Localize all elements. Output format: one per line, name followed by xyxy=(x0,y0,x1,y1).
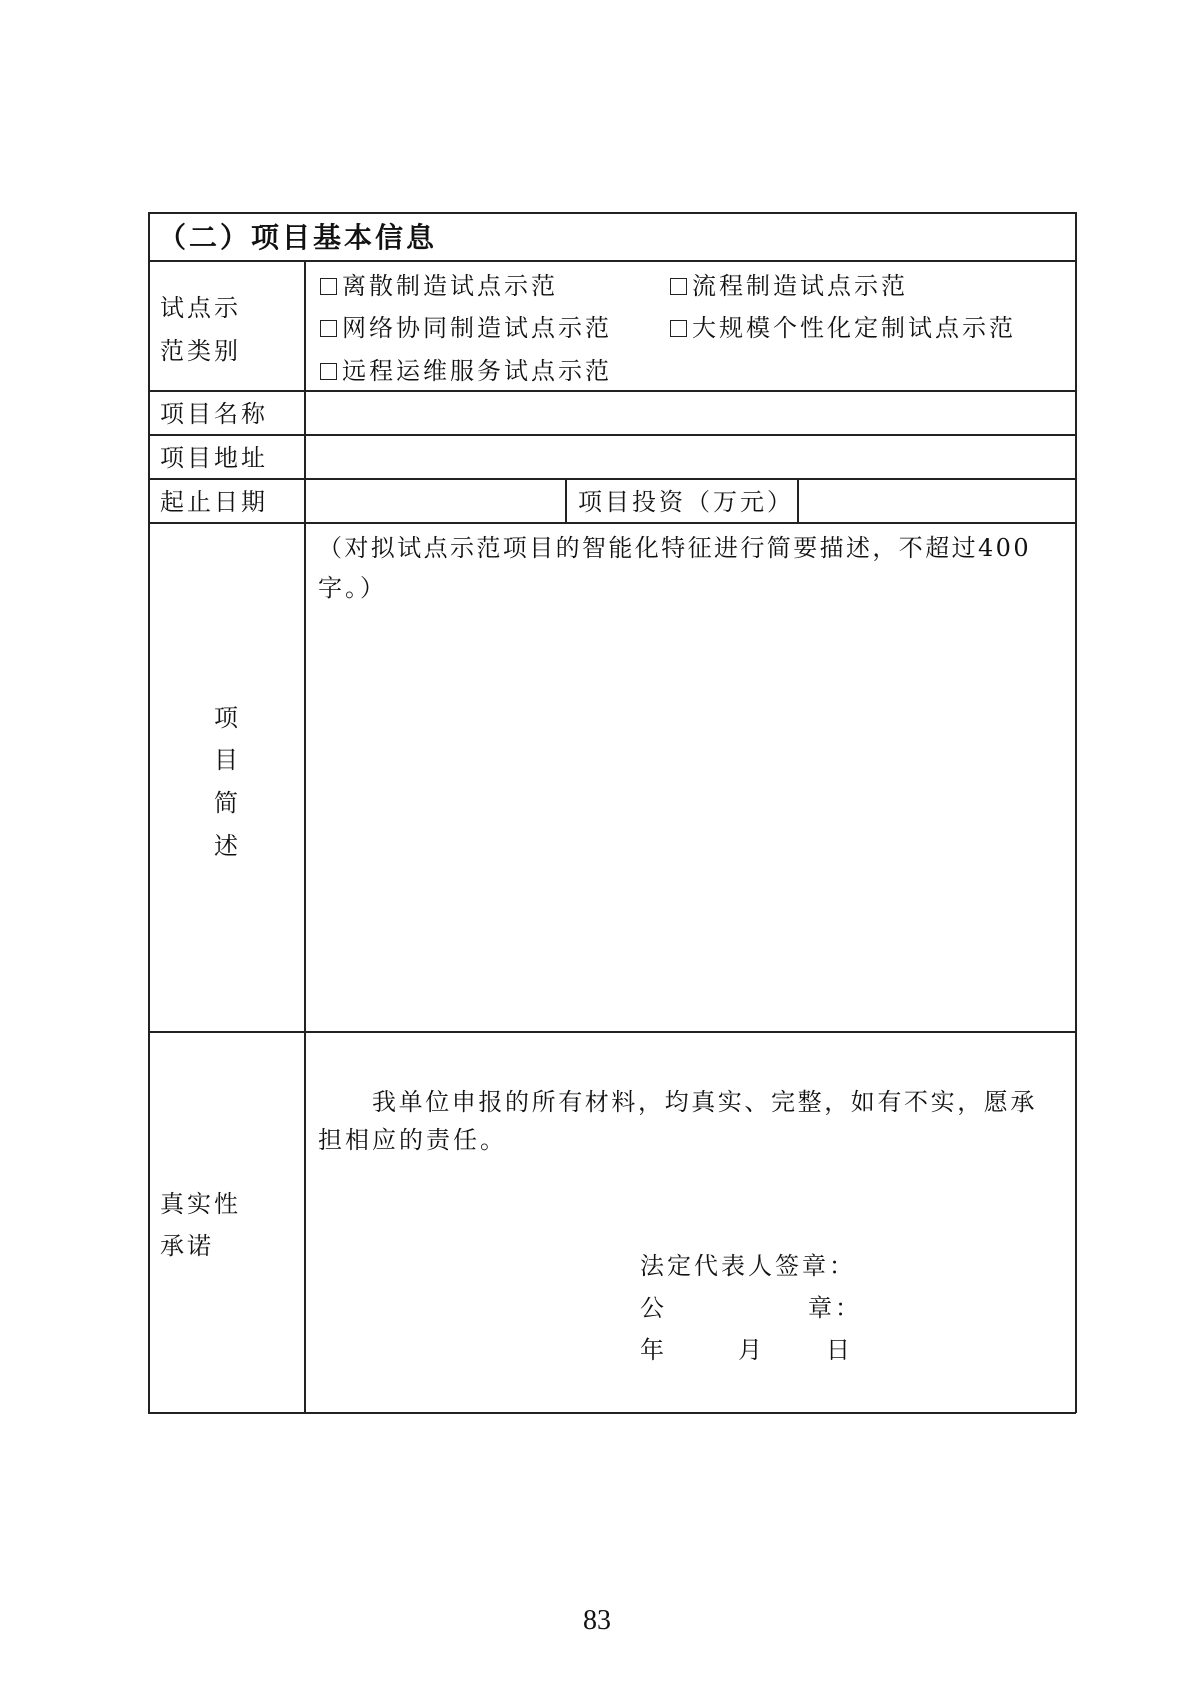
row-divider xyxy=(148,522,1076,524)
checkbox-icon[interactable] xyxy=(320,278,337,295)
dates-field[interactable] xyxy=(306,480,564,521)
commitment-label-line2: 承诺 xyxy=(160,1232,214,1260)
table-border-top xyxy=(148,212,1076,214)
option-label: 远程运维服务试点示范 xyxy=(342,357,612,385)
table-border-left xyxy=(148,212,150,1413)
table-border-bottom xyxy=(148,1412,1076,1414)
signature-field[interactable] xyxy=(860,1248,1060,1282)
option-network-collaborative-manufacturing[interactable] xyxy=(320,314,612,342)
commitment-text-line2: 担相应的责任。 xyxy=(318,1126,507,1154)
checkbox-icon[interactable] xyxy=(670,278,687,295)
project-address-label: 项目地址 xyxy=(160,444,268,472)
seal-char2: 章： xyxy=(808,1294,862,1322)
summary-label-char: 述 xyxy=(214,832,238,860)
project-name-field[interactable] xyxy=(306,392,1074,433)
date-month: 月 xyxy=(738,1336,765,1364)
investment-label: 项目投资（万元） xyxy=(578,488,794,516)
summary-label-char: 目 xyxy=(214,746,238,774)
pilot-type-label-line1: 试点示 xyxy=(160,294,241,322)
option-process-manufacturing[interactable] xyxy=(670,272,908,300)
option-discrete-manufacturing[interactable] xyxy=(320,272,558,300)
checkbox-icon[interactable] xyxy=(320,363,337,380)
checkbox-icon[interactable] xyxy=(670,320,687,337)
summary-hint-line1: （对拟试点示范项目的智能化特征进行简要描述，不超过400 xyxy=(318,534,1032,562)
table-border-right xyxy=(1075,212,1077,1413)
cell-divider xyxy=(565,478,567,523)
date-year: 年 xyxy=(640,1336,667,1364)
investment-field[interactable] xyxy=(799,480,1074,521)
row-divider xyxy=(148,1031,1076,1033)
option-label: 大规模个性化定制试点示范 xyxy=(692,314,1016,342)
commitment-label-line1: 真实性 xyxy=(160,1190,241,1218)
option-label: 流程制造试点示范 xyxy=(692,272,908,300)
summary-label-char: 简 xyxy=(214,789,238,817)
row-divider xyxy=(148,260,1076,262)
page-number: 83 xyxy=(583,1605,611,1636)
summary-label-char: 项 xyxy=(214,704,238,732)
seal-char1: 公 xyxy=(640,1294,667,1322)
option-label: 网络协同制造试点示范 xyxy=(342,314,612,342)
section-title: （二）项目基本信息 xyxy=(158,221,438,254)
option-mass-customization[interactable] xyxy=(670,314,1016,342)
summary-hint-line2: 字。） xyxy=(318,574,387,602)
commitment-text-line1: 我单位申报的所有材料，均真实、完整，如有不实，愿承 xyxy=(372,1088,1037,1116)
project-address-field[interactable] xyxy=(306,436,1074,477)
dates-label: 起止日期 xyxy=(160,488,268,516)
project-name-label: 项目名称 xyxy=(160,400,268,428)
summary-textarea[interactable] xyxy=(306,612,1074,1028)
pilot-type-label-line2: 范类别 xyxy=(160,337,241,365)
checkbox-icon[interactable] xyxy=(320,320,337,337)
option-label: 离散制造试点示范 xyxy=(342,272,558,300)
signature-label: 法定代表人签章： xyxy=(640,1252,856,1280)
option-remote-maintenance-service[interactable] xyxy=(320,357,612,385)
date-day: 日 xyxy=(826,1336,853,1364)
